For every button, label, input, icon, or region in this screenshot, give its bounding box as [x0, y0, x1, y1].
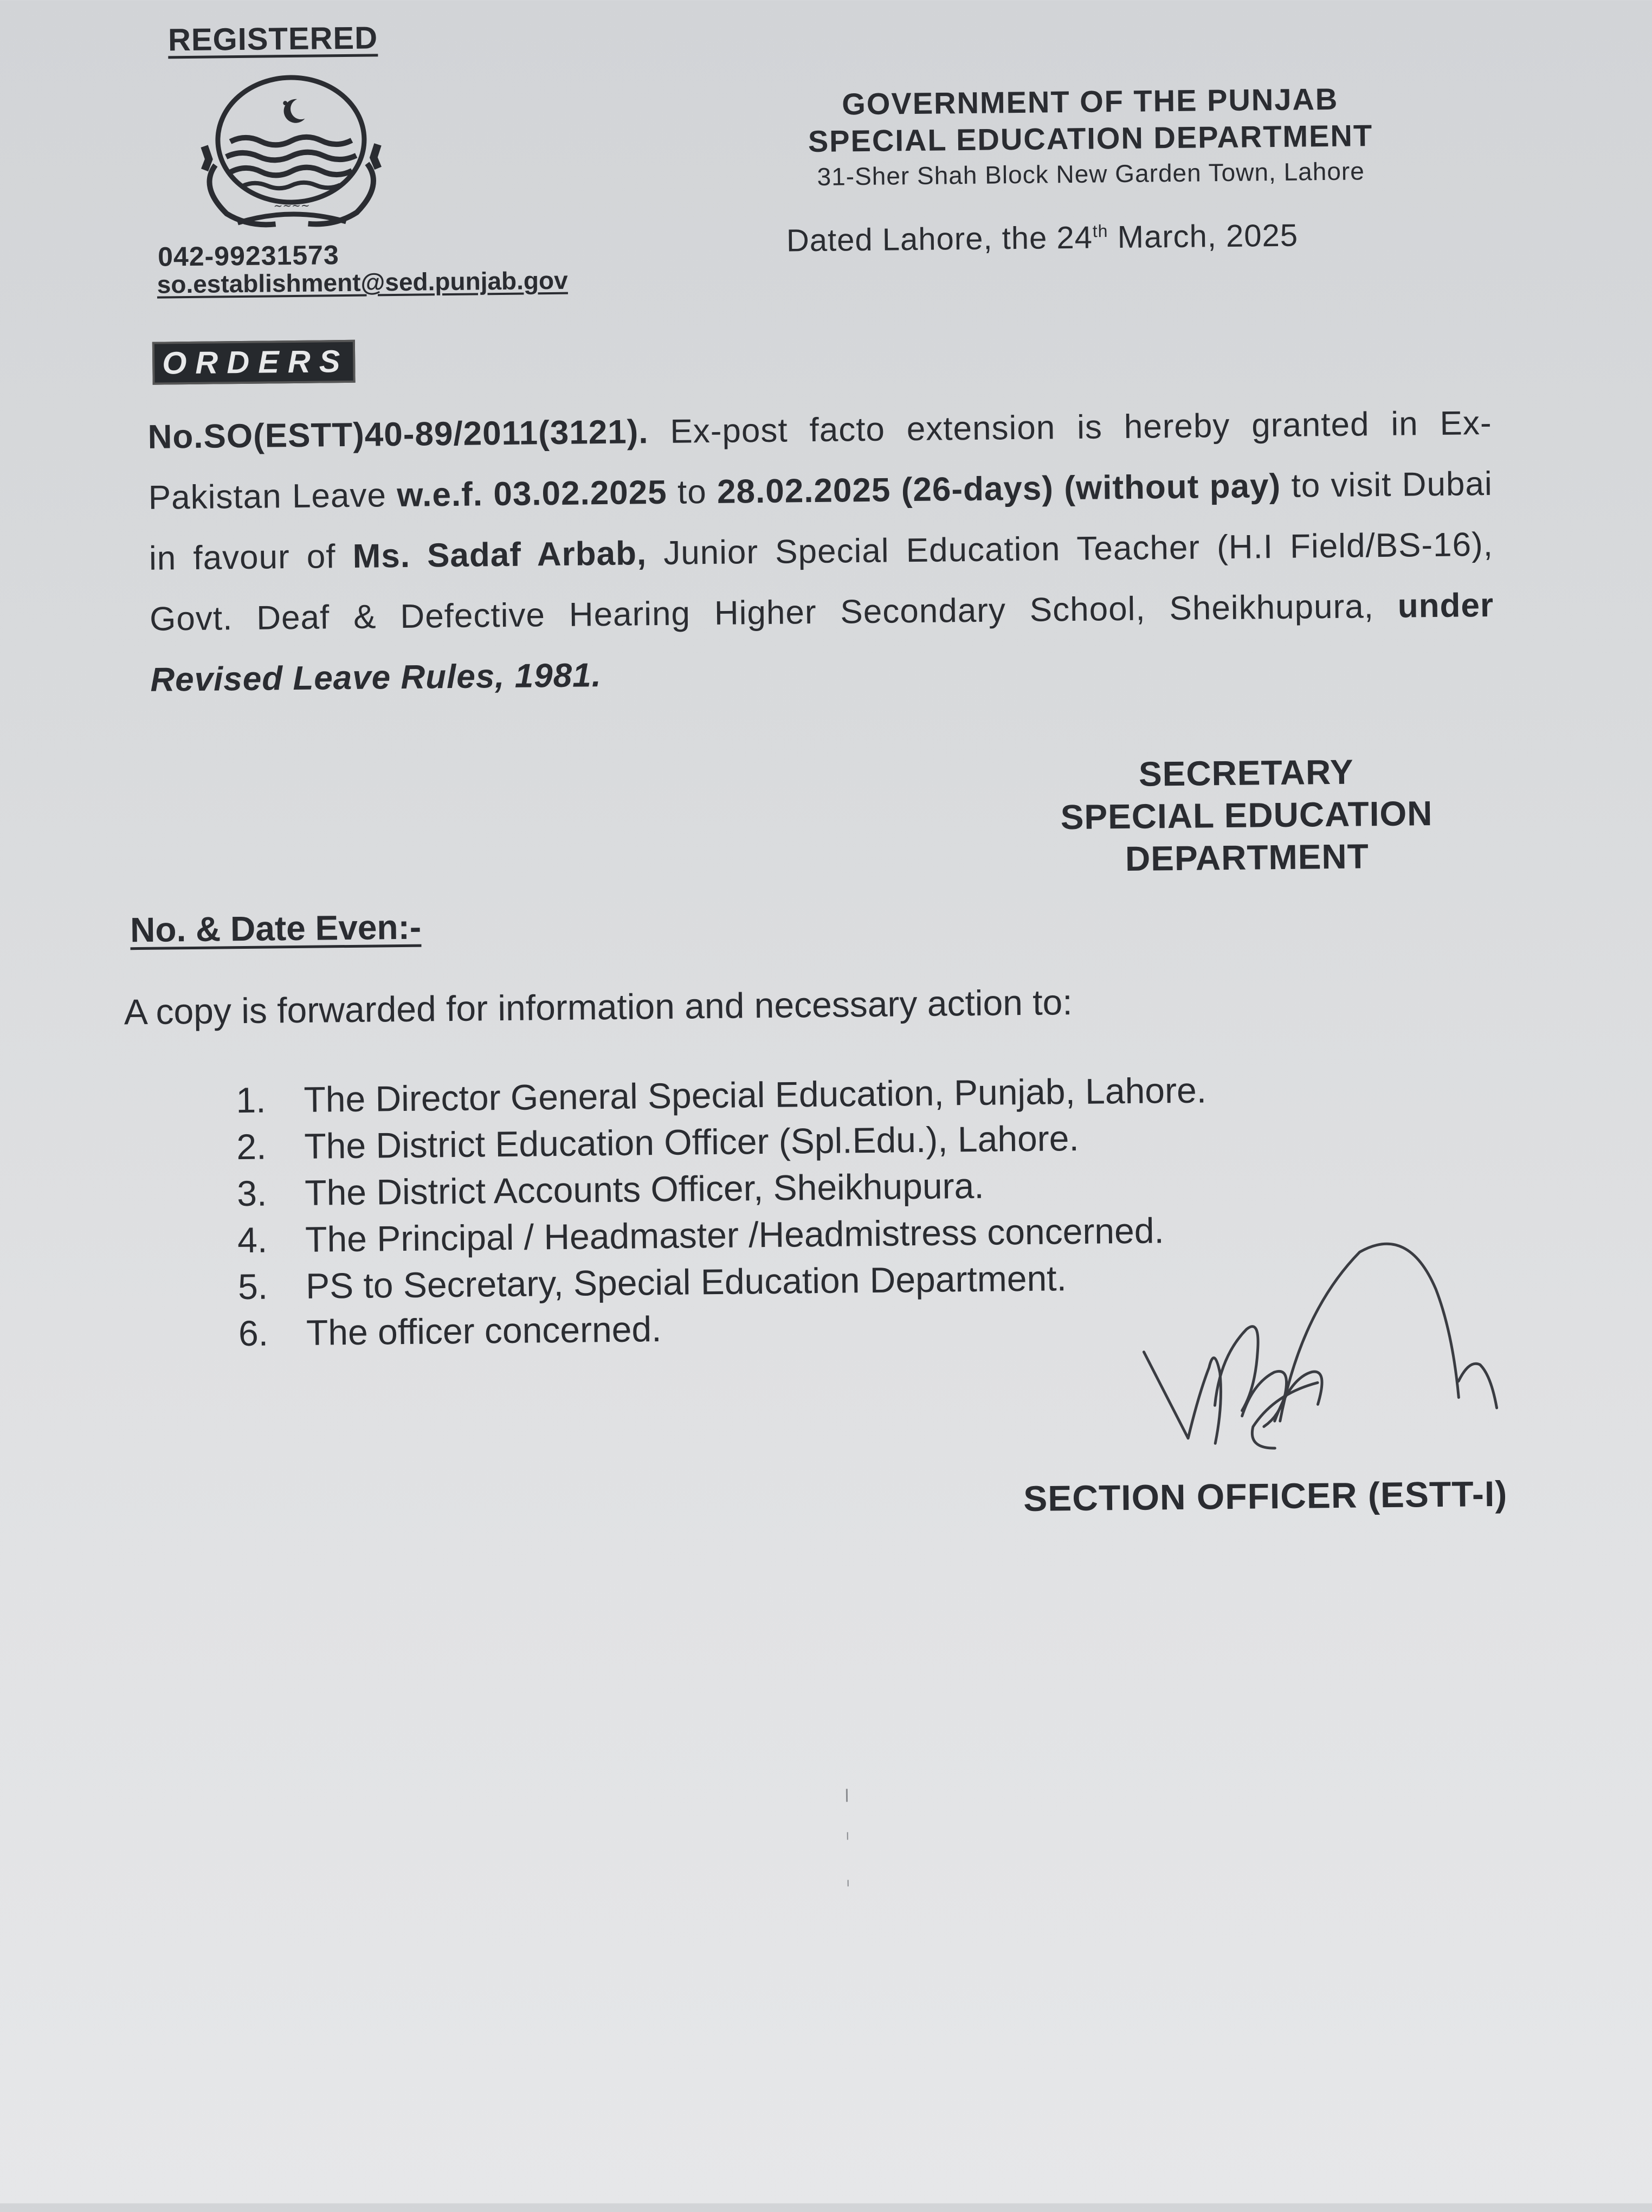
- date-suffix: March, 2025: [1108, 217, 1299, 255]
- list-text: The District Accounts Officer, Sheikhupura.: [304, 1165, 984, 1213]
- scan-specks: [840, 1789, 857, 1897]
- leave-rules: Revised Leave Rules, 1981.: [150, 657, 602, 699]
- order-reference: No.SO(ESTT)40-89/2011(3121).: [147, 413, 649, 456]
- email-address: so.establishment@sed.punjab.gov: [157, 266, 568, 299]
- list-item: [238, 1300, 1209, 1356]
- date-prefix: Dated Lahore, the 24: [786, 220, 1093, 259]
- list-text: PS to Secretary, Special Education Department.: [305, 1258, 1067, 1306]
- employee-name: Ms. Sadaf Arbab,: [352, 535, 647, 575]
- secretary-line: SPECIAL EDUCATION: [1060, 794, 1433, 837]
- list-number: 4.: [237, 1219, 268, 1261]
- date-line: [786, 217, 1299, 259]
- list-text: The officer concerned.: [306, 1308, 662, 1353]
- date-ordinal: th: [1092, 221, 1108, 241]
- department-title: SPECIAL EDUCATION DEPARTMENT: [808, 118, 1373, 159]
- endorsement-heading: No. & Date Even:-: [130, 907, 422, 950]
- punjab-emblem-icon: [171, 68, 411, 234]
- order-text: to visit Dubai in favour of: [149, 465, 1493, 577]
- list-number: 6.: [238, 1313, 269, 1354]
- order-text: Junior Special Education Teacher (H.I Field/BS-16), Govt. Deaf & Defective Hearing Higher Secondary School, Sheikhupura,: [149, 525, 1494, 638]
- government-title: GOVERNMENT OF THE PUNJAB: [841, 81, 1339, 121]
- endorsement-intro: A copy is forwarded for information and necessary action to:: [124, 982, 1073, 1032]
- secretary-block: [1018, 749, 1475, 881]
- list-text: The Director General Special Education, Punjab, Lahore.: [304, 1070, 1207, 1120]
- order-paragraph: [147, 393, 1495, 711]
- secretary-line: SECRETARY: [1138, 752, 1354, 794]
- leave-start: w.e.f. 03.02.2025: [396, 473, 668, 515]
- signatory-title: SECTION OFFICER (ESTT-I): [1023, 1473, 1508, 1519]
- order-text: to: [667, 473, 718, 511]
- secretary-line: DEPARTMENT: [1125, 837, 1370, 878]
- order-text: Ex-post facto extension is hereby granted in Ex-Pakistan Leave: [148, 404, 1492, 517]
- registered-label: REGISTERED: [167, 20, 378, 58]
- rules-prefix: under: [1397, 586, 1494, 625]
- list-text: The Principal / Headmaster /Headmistress concerned.: [305, 1210, 1165, 1259]
- list-number: 1.: [236, 1079, 266, 1121]
- orders-heading: ORDERS: [152, 340, 356, 385]
- department-address: 31-Sher Shah Block New Garden Town, Lahore: [817, 157, 1365, 191]
- list-text: The District Education Officer (Spl.Edu.), Lahore.: [304, 1117, 1080, 1166]
- letterhead: [770, 79, 1411, 194]
- list-number: 2.: [236, 1126, 267, 1167]
- copy-list: [236, 1066, 1209, 1356]
- leave-end: 28.02.2025 (26-days) (without pay): [717, 467, 1281, 511]
- list-number: 5.: [237, 1266, 268, 1307]
- phone-number: 042-99231573: [157, 240, 340, 272]
- svg-text:~~~~: ~~~~: [273, 198, 310, 213]
- handwritten-signature: [1132, 1239, 1546, 1493]
- list-number: 3.: [236, 1173, 267, 1214]
